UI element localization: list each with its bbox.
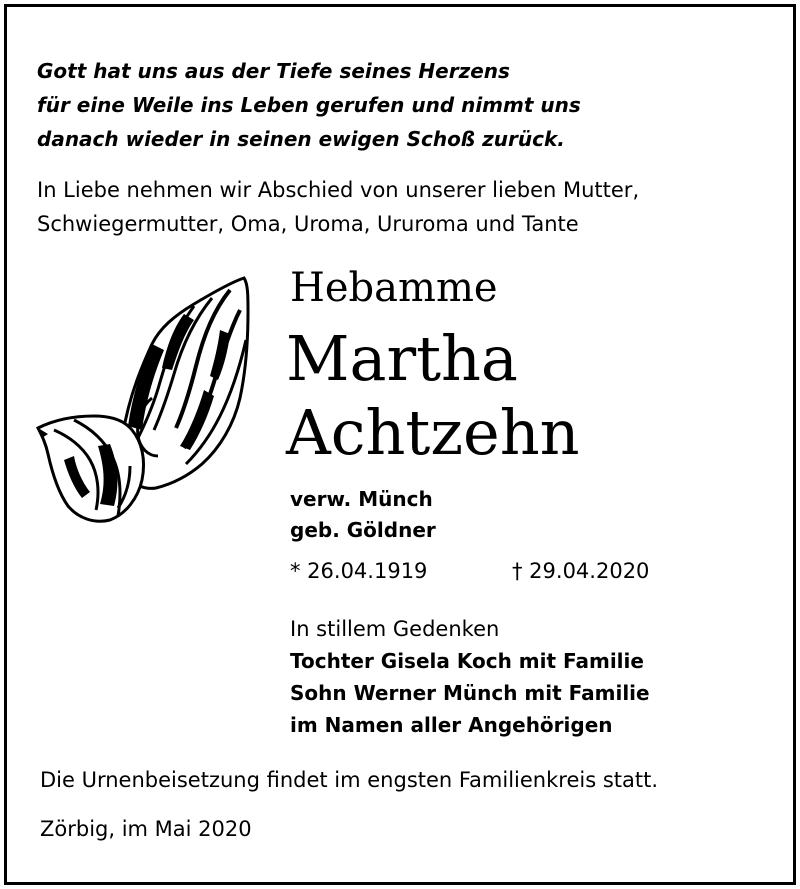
- mourner-line-2: Sohn Werner Münch mit Familie: [290, 681, 650, 705]
- widowed-name: verw. Münch: [290, 487, 433, 511]
- place-date: Zörbig, im Mai 2020: [40, 817, 252, 841]
- deceased-given-name: Martha: [286, 322, 518, 395]
- deceased-title: Hebamme: [290, 265, 498, 311]
- birth-date: * 26.04.1919: [290, 559, 428, 583]
- mourner-line-3: im Namen aller Angehörigen: [290, 713, 613, 737]
- intro-line-2: Schwiegermutter, Oma, Uroma, Ururoma und Tante: [37, 212, 579, 236]
- praying-hands-icon: [34, 270, 254, 526]
- intro-line-1: In Liebe nehmen wir Abschied von unserer lieben Mutter,: [37, 178, 640, 202]
- mourners-block: [290, 613, 650, 741]
- deceased-family-name: Achtzehn: [286, 396, 580, 469]
- burial-note: Die Urnenbeisetzung findet im engsten Familienkreis statt.: [40, 768, 659, 792]
- motto-line-2: für eine Weile ins Leben gerufen und nimmt uns: [37, 93, 581, 117]
- mourner-line-1: Tochter Gisela Koch mit Familie: [290, 649, 644, 673]
- birth-name: geb. Göldner: [290, 518, 436, 542]
- name-details: [290, 484, 436, 546]
- motto-line-1: Gott hat uns aus der Tiefe seines Herzens: [37, 59, 510, 83]
- intro-text: [37, 173, 639, 241]
- mourners-heading: In stillem Gedenken: [290, 617, 500, 641]
- motto-line-3: danach wieder in seinen ewigen Schoß zurück.: [37, 127, 565, 151]
- motto-verse: [37, 54, 581, 156]
- death-date: † 29.04.2020: [512, 559, 650, 583]
